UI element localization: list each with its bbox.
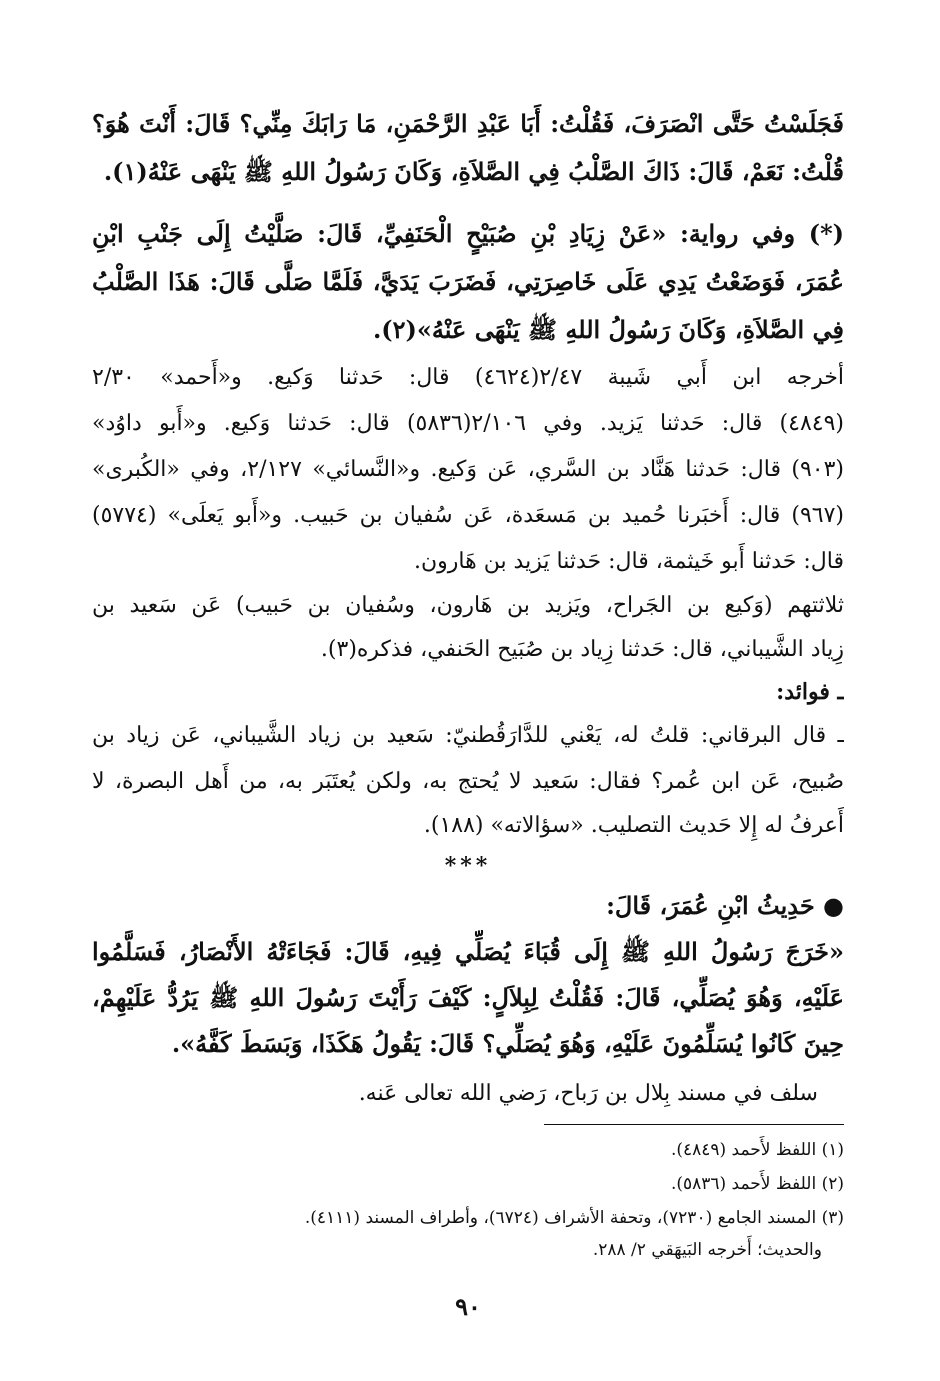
hadith-text-line: فَجَلَسْتُ حَتَّى انْصَرَفَ، فَقُلْتُ: أَبَا عَبْدِ الرَّحْمَنِ، مَا رَابَكَ مِنِّي؟ قَالَ: أَنْتَ هُوَ؟: [92, 109, 844, 138]
footnote: (٢) اللفظ لأَحمد (٥٨٣٦).: [670, 1174, 844, 1194]
takhrij-text-line: قال: حَدثنا أَبو خَيثمة، قال: حَدثنا يَزيد بن هَارون.: [414, 549, 844, 574]
hadith-text-line: «خَرَجَ رَسُولُ اللهِ ﷺ إِلَى قُبَاءَ يُصَلِّي فِيهِ، قَالَ: فَجَاءَتْهُ الأَنْصَارُ، فَسَلَّمُوا: [92, 937, 844, 966]
footnote-divider: [544, 1124, 844, 1125]
salaf-note: سلف في مسند بِلال بن رَباح، رَضي الله تعالى عَنه.: [358, 1081, 818, 1106]
footnote: والحديث؛ أَخرجه البَيهَقي ٢/ ٢٨٨.: [592, 1240, 822, 1260]
fawaid-text-line: ـ قال البرقاني: قلتُ له، يَعْني للدَّارَقُطنيّ: سَعيد بن زياد الشَّيباني، عَن زياد بن: [92, 723, 844, 748]
fawaid-text-line: أَعرفُ له إِلا حَديث التصليب. «سؤالاته» (١٨٨).: [423, 813, 844, 838]
takhrij-text-line: (٩٠٣) قال: حَدثنا هَنَّاد بن السَّري، عَن وَكيع. و«النَّسائي» ٢/١٢٧، وفي «الكُبرى»: [92, 457, 844, 482]
book-page: [92, 88, 844, 1348]
takhrij-text-line: أخرجه ابن أَبي شَيبة ٢/٤٧(٤٦٢٤) قال: حَدثنا وَكيع. و«أَحمد» ٢/٣٠: [92, 365, 844, 390]
takhrij-text-line: (٩٦٧) قال: أَخبَرنا حُميد بن مَسعَدة، عَن سُفيان بن حَبيب. و«أَبو يَعلَى» (٥٧٧٤): [92, 503, 844, 528]
isnad-text-line: زِياد الشَّيباني، قال: حَدثنا زِياد بن صُبَيح الحَنفي، فذكره(٣).: [320, 637, 844, 662]
section-separator: ***: [444, 853, 492, 879]
takhrij-text-line: (٤٨٤٩) قال: حَدثنا يَزيد. وفي ٢/١٠٦(٥٨٣٦) قال: حَدثنا وَكيع. و«أَبو داوُد»: [92, 411, 844, 436]
fawaid-text-line: صُبيح، عَن ابن عُمر؟ فقال: سَعيد لا يُحتج به، ولكن يُعتَبَر به، من أَهل البصرة، لا: [92, 769, 844, 794]
footnote: (٣) المسند الجامع (٧٢٣٠)، وتحفة الأشراف (٦٧٢٤)، وأطراف المسند (٤١١١).: [304, 1208, 844, 1228]
riwaya-text-line: (*) وفي رواية: «عَنْ زِيَادِ بْنِ صُبَيْحٍ الْحَنَفِيِّ، قَالَ: صَلَّيْتُ إِلَى جَنْبِ ابْنِ: [92, 219, 844, 248]
page-number: ٩٠: [455, 1292, 481, 1321]
isnad-text-line: ثلاثتهم (وَكيع بن الجَراح، ويَزيد بن هَارون، وسُفيان بن حَبيب) عَن سَعيد بن: [92, 593, 844, 618]
hadith-text-line: حِينَ كَانُوا يُسَلِّمُونَ عَلَيْهِ، وَهُوَ يُصَلِّي؟ قَالَ: يَقُولُ هَكَذَا، وَبَسَطَ كَفَّهُ».: [171, 1029, 844, 1058]
footnote: (١) اللفظ لأَحمد (٤٨٤٩).: [670, 1140, 844, 1160]
riwaya-text-line: فِي الصَّلاَةِ، وَكَانَ رَسُولُ اللهِ ﷺ يَنْهَى عَنْهُ»(٢).: [372, 315, 844, 344]
fawaid-heading: ـ فوائد:: [776, 679, 844, 705]
hadith-text-line: عَلَيْهِ، وَهُوَ يُصَلِّي، قَالَ: فَقُلْتُ لِبِلاَلٍ: كَيْفَ رَأَيْتَ رَسُولَ اللهِ ﷺ يَرُدُّ عَلَيْهِمْ،: [92, 983, 844, 1012]
hadith-intro: ● حَدِيثُ ابْنِ عُمَرَ، قَالَ:: [606, 891, 844, 920]
hadith-text-line: قُلْتُ: نَعَمْ، قَالَ: ذَاكَ الصَّلْبُ فِي الصَّلاَةِ، وَكَانَ رَسُولُ اللهِ ﷺ يَنْهَى عَنْهُ(١).: [103, 157, 844, 186]
riwaya-text-line: عُمَرَ، فَوَضَعْتُ يَدِي عَلَى خَاصِرَتِي، فَضَرَبَ يَدَيَّ، فَلَمَّا صَلَّى قَالَ: هَذَا الصَّلْبُ: [92, 267, 844, 296]
